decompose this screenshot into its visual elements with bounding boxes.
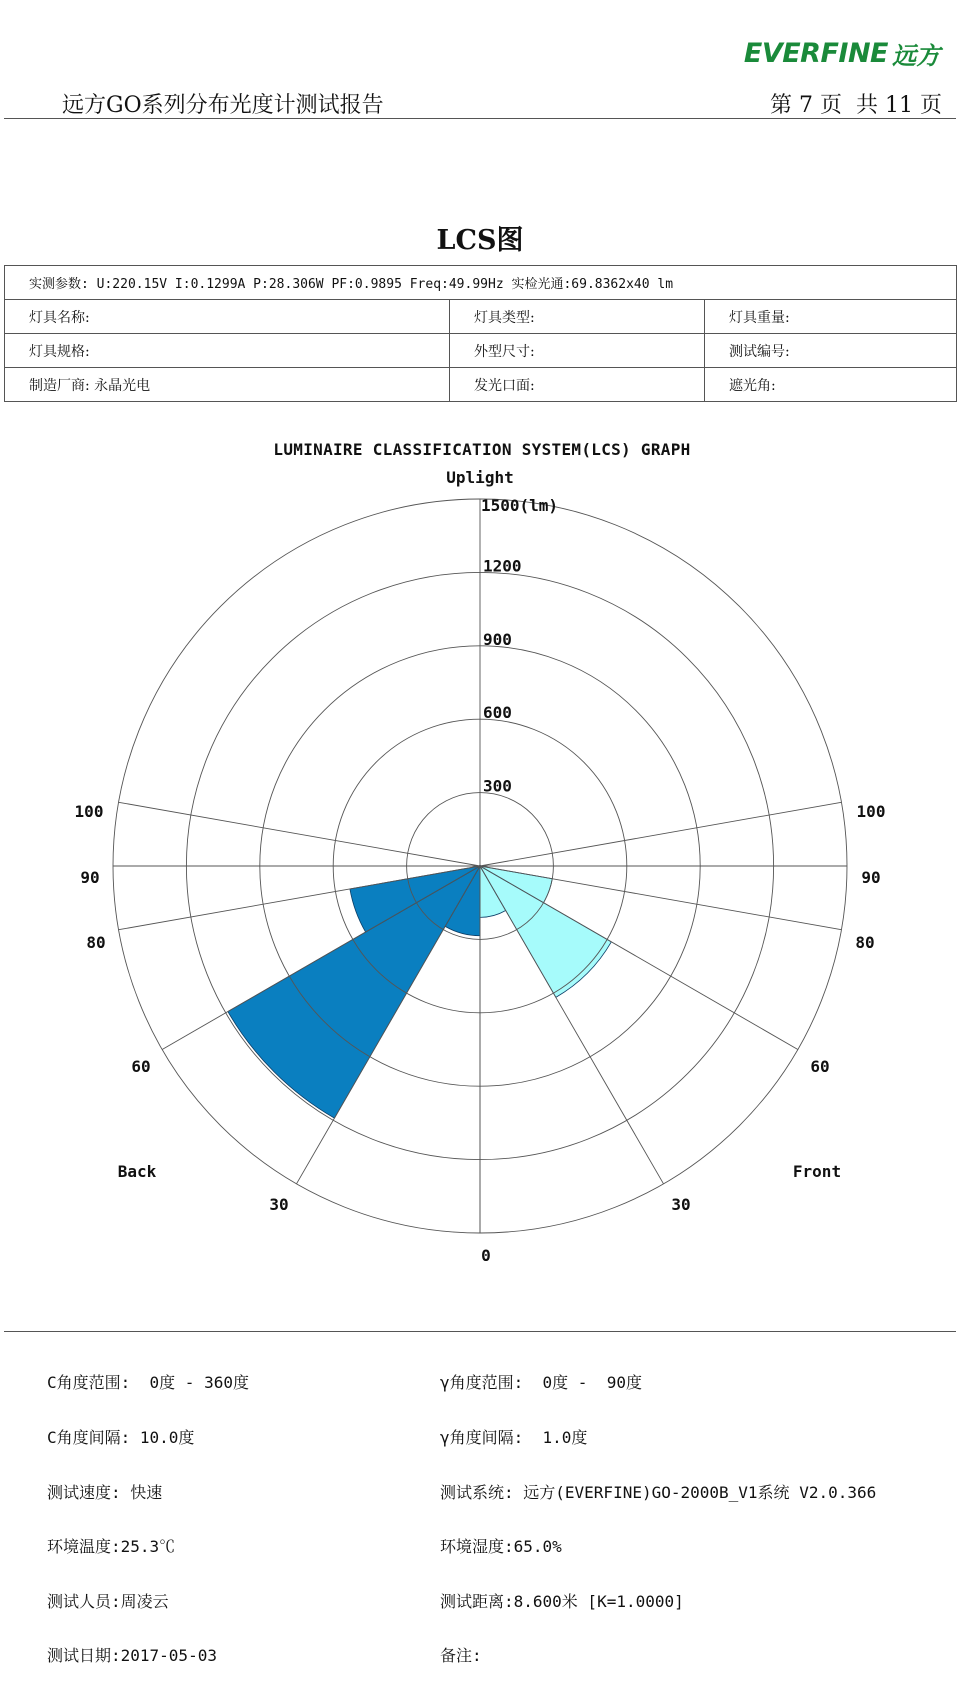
angle-label-60-back: 60 (131, 1057, 151, 1076)
table-cell: 灯具类型: (450, 300, 705, 334)
sector-layer (228, 866, 612, 1118)
footer-date: 测试日期:2017-05-03 (47, 1646, 217, 1666)
page-title: LCS图 (436, 225, 524, 256)
angle-label-90-front: 90 (861, 868, 881, 887)
chart-title: LUMINAIRE CLASSIFICATION SYSTEM(LCS) GRAPH (273, 440, 691, 459)
footer-gamma-range: γ角度范围: 0度 - 90度 (440, 1373, 642, 1393)
table-cell: 灯具规格: (5, 334, 450, 368)
footer-temperature: 环境温度:25.3℃ (47, 1537, 176, 1557)
table-cell: 制造厂商: 永晶光电 (5, 368, 450, 402)
radial-tick-label-1200: 1200 (483, 556, 522, 576)
report-title: 远方GO系列分布光度计测试报告 (62, 93, 384, 118)
angle-label-90-back: 90 (80, 868, 100, 887)
angle-label-30-back: 30 (269, 1195, 289, 1214)
footer-gamma-interval: γ角度间隔: 1.0度 (440, 1428, 588, 1448)
footer-left (47, 1338, 249, 1684)
table-cell: 发光口面: (450, 368, 705, 402)
radial-tick-label-900: 900 (483, 629, 512, 649)
measure-params: 实测参数: U:220.15V I:0.1299A P:28.306W PF:0.9895 Freq:49.99Hz 实检光通:69.8362x40 lm (5, 266, 957, 300)
front-label: Front (792, 1162, 842, 1181)
logo-text: EVERFINE (743, 37, 888, 69)
angle-label-60-front: 60 (810, 1057, 830, 1076)
back-label: Back (117, 1162, 157, 1181)
footer-c-interval: C角度间隔: 10.0度 (47, 1428, 195, 1448)
footer-remarks: 备注: (440, 1646, 482, 1666)
footer-humidity: 环境湿度:65.0% (440, 1537, 562, 1557)
angle-label-100-back: 100 (74, 802, 104, 821)
footer-speed: 测试速度: 快速 (47, 1482, 163, 1502)
radial-tick-label-600: 600 (483, 703, 512, 723)
logo-cn-text: 远方 (892, 41, 940, 70)
angle-label-80-front: 80 (855, 933, 875, 952)
page-indicator: 第 7 页 共 11 页 (770, 93, 942, 118)
angle-spoke-60 (480, 866, 798, 1050)
angle-spoke-100 (119, 802, 480, 866)
radial-max-label: 1500(lm) (481, 496, 559, 515)
footer-divider (4, 1331, 956, 1332)
footer-c-range: C角度范围: 0度 - 360度 (47, 1373, 249, 1393)
angle-spoke-100 (480, 802, 841, 866)
uplight-label: Uplight (446, 468, 514, 487)
table-cell: 灯具重量: (705, 300, 957, 334)
grid-layer (113, 499, 847, 1233)
angle-label-0: 0 (481, 1246, 491, 1265)
footer-right (440, 1338, 876, 1684)
table-cell: 测试编号: (705, 334, 957, 368)
angle-label-80-back: 80 (86, 933, 106, 952)
footer-distance: 测试距离:8.600米 [K=1.0000] (440, 1591, 684, 1611)
angle-spoke-30 (480, 866, 664, 1184)
table-cell: 遮光角: (705, 368, 957, 402)
footer-system: 测试系统: 远方(EVERFINE)GO-2000B_V1系统 V2.0.366 (440, 1482, 877, 1502)
table-cell: 外型尺寸: (450, 334, 705, 368)
footer-operator: 测试人员:周凌云 (47, 1591, 169, 1611)
angle-label-100-front: 100 (856, 802, 886, 821)
table-cell: 灯具名称: (5, 300, 450, 334)
radial-tick-label-300: 300 (483, 776, 512, 796)
angle-label-30-front: 30 (671, 1195, 691, 1214)
